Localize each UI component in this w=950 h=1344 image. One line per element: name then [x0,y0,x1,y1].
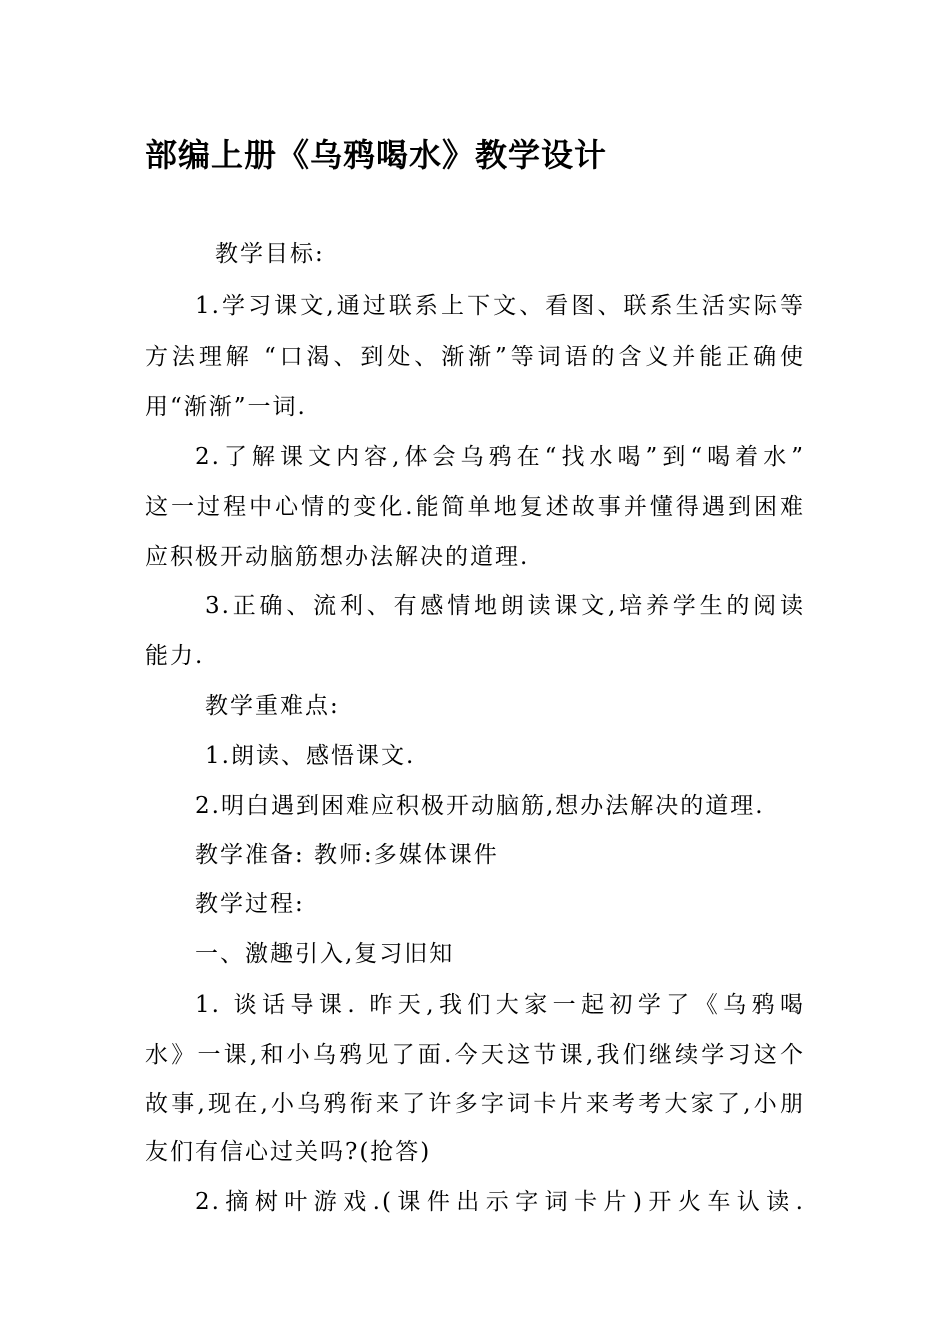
key-points-heading: 教学重难点: [205,693,340,719]
preparation-line: 教学准备: 教师:多媒体课件 [195,842,499,868]
objectives-heading: 教学目标: [215,241,325,267]
paragraph-line: 2.明白遇到困难应积极开动脑筋,想办法解决的道理. [195,793,765,819]
paragraph-line: 应积极开动脑筋想办法解决的道理. [145,544,530,570]
section-heading: 一、激趣引入,复习旧知 [195,941,455,967]
paragraph-line: 故事,现在,小乌鸦衔来了许多字词卡片来考考大家了,小朋 [145,1091,805,1117]
paragraph-line: 1. 谈话导课. 昨天,我们大家一起初学了《乌鸦喝 [195,992,805,1018]
paragraph-line: 1.学习课文,通过联系上下文、看图、联系生活实际等 [195,293,805,319]
paragraph-line: 2.了解课文内容,体会乌鸦在“找水喝”到“喝着水” [195,444,805,470]
paragraph-line: 1.朗读、感悟课文. [205,743,416,769]
paragraph-line: 3.正确、流利、有感情地朗读课文,培养学生的阅读 [205,593,805,619]
process-heading: 教学过程: [195,891,305,917]
paragraph-line: 方法理解 “口渴、到处、渐渐”等词语的含义并能正确使 [145,344,805,370]
paragraph-line: 用“渐渐”一词. [145,394,307,420]
paragraph-line: 2.摘树叶游戏.(课件出示字词卡片)开火车认读. [195,1189,805,1215]
paragraph-line: 友们有信心过关吗?(抢答) [145,1139,432,1165]
paragraph-line: 这一过程中心情的变化.能简单地复述故事并懂得遇到困难 [145,494,805,520]
document-title: 部编上册《乌鸦喝水》教学设计 [145,136,608,174]
paragraph-line: 能力. [145,643,205,669]
paragraph-line: 水》一课,和小乌鸦见了面.今天这节课,我们继续学习这个 [145,1042,805,1068]
